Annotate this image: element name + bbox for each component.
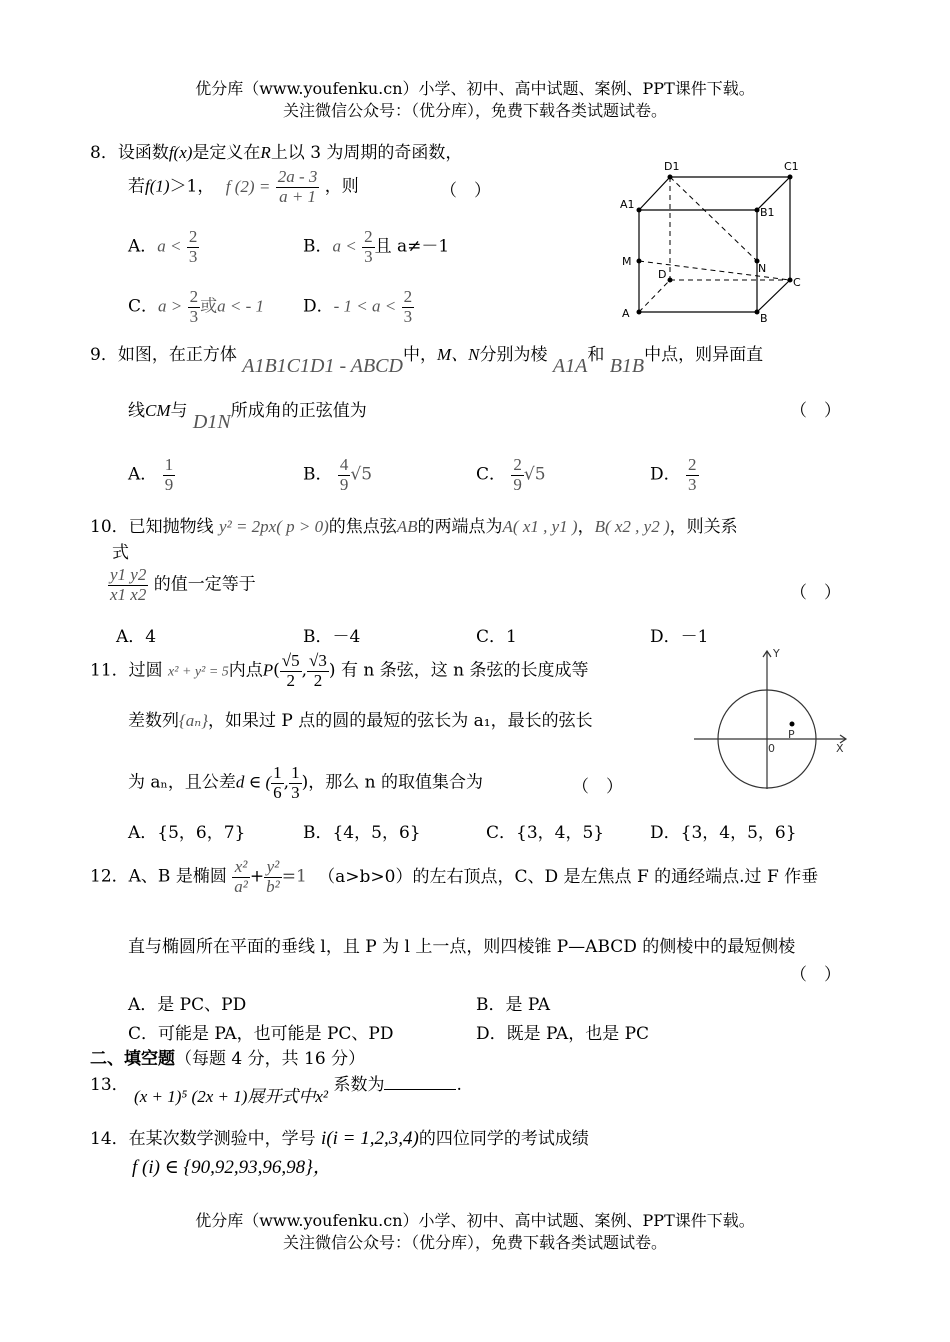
section2-heading: 二、填空题（每题 4 分，共 16 分） — [90, 1049, 366, 1069]
header-line-2: 关注微信公众号：（优分库），免费下载各类试题试卷。 — [282, 101, 667, 120]
q8-option-d: D．- 1 < a < $\frac{2}{3}$ — [303, 287, 413, 326]
q10-option-c: C．1 — [476, 627, 517, 647]
circle-label-y: Y — [773, 647, 780, 660]
q10-option-a: A．4 — [116, 627, 157, 647]
q11-line3: 为 aₙ，且公差d ∈ ( $\frac{1}{6}$ , $\frac{1}{3}$ )，那么 n 的取值集合为 — [128, 763, 483, 802]
circle-label-x: X — [836, 742, 844, 755]
q9-option-b: B． $\frac{4}{9}$ √5 — [303, 455, 373, 494]
q10-option-b: B．－4 — [303, 627, 361, 647]
q9-option-d: D． $\frac{2}{3}$ — [650, 455, 697, 494]
q14-line2: f (i) ∈ {90,92,93,96,98}， — [132, 1157, 332, 1178]
q13-answer-blank[interactable] — [384, 1075, 456, 1090]
footer-line-2: 关注微信公众号：（优分库），免费下载各类试题试卷。 — [282, 1233, 667, 1252]
q12-option-a: A．是 PC、PD — [128, 995, 247, 1015]
q8-option-c: C．a > $\frac{2}{3}$ 或a < - 1 — [128, 287, 265, 326]
cube-figure — [612, 150, 812, 330]
q9-stem: 9．如图，在正方体 A1B1C1D1 - ABCD中，M、N分别为棱 A1A和 B1B中点，则异面直 — [90, 345, 764, 377]
cube-label-a: A — [622, 307, 630, 320]
q11-stem: 11．过圆 x² + y² = 5内点P( $\frac{√5}{2}$ , $\frac{√3}{2}$ ) 有 n 条弦，这 n 条弦的长度成等 — [90, 651, 589, 690]
footer-line-1: 优分库（www.youfenku.cn）小学、初中、高中试题、案例、PPT课件下载。 — [195, 1211, 755, 1230]
cube-label-a1: A1 — [620, 198, 635, 211]
q12-stem: 12．A、B 是椭圆 $\frac{\text{x²}}{\text{a²}}$ + $\frac{\text{y²}}{\text{b²}}$ =1 （a>b>0）的左右顶点，C、D 是左焦点 F 的通经端点.过 F 作垂 — [90, 857, 819, 896]
cube-label-c: C — [793, 276, 801, 289]
cube-label-n: N — [758, 262, 767, 275]
q11-answer-paren: （ ） — [572, 777, 623, 797]
header-line-1: 优分库（www.youfenku.cn）小学、初中、高中试题、案例、PPT课件下载。 — [195, 79, 755, 98]
q9-line2: 线CM与 D1N所成角的正弦值为 — [128, 401, 367, 433]
q11-option-c: C．{3，4，5} — [486, 823, 605, 843]
q11-line2: 差数列{aₙ}，如果过 P 点的圆的最短的弦长为 a₁，最长的弦长 — [128, 711, 593, 731]
circle-label-p: P — [788, 728, 795, 741]
q11-option-a: A．{5，6，7} — [128, 823, 246, 843]
q12-line2: 直与椭圆所在平面的垂线 l，且 P 为 l 上一点，则四棱锥 P—ABCD 的侧棱中的最短侧棱 — [128, 937, 796, 957]
q9-option-c: C． $\frac{2}{9}$ √5 — [476, 455, 546, 494]
cube-label-c1: C1 — [784, 160, 799, 173]
q10-line2: 式 — [112, 543, 129, 563]
q11-option-b: B．{4，5，6} — [303, 823, 421, 843]
cube-label-m: M — [622, 255, 632, 268]
q8-option-b: B．a < $\frac{2}{3}$ 且 a≠－1 — [303, 227, 450, 266]
q12-answer-paren: （ ） — [790, 965, 841, 985]
circle-label-origin: 0 — [768, 742, 775, 755]
cube-label-b1: B1 — [760, 206, 775, 219]
cube-label-b: B — [760, 312, 768, 325]
q8-stem: 8．设函数f(x)是定义在R上以 3 为周期的奇函数， — [90, 143, 463, 163]
q8-option-a: A．a < $\frac{2}{3}$ — [128, 227, 198, 266]
q8-condition: 若f(1)＞1， f (2) = $\frac{2a - 3}{a + 1}$ ，则 — [128, 167, 359, 206]
q10-option-d: D．－1 — [650, 627, 709, 647]
circle-figure — [688, 645, 858, 795]
q8-answer-paren: （ ） — [440, 181, 491, 201]
q14-stem: 14．在某次数学测验中，学号 i(i = 1,2,3,4)的四位同学的考试成绩 — [90, 1128, 589, 1149]
q10-answer-paren: （ ） — [790, 583, 841, 603]
q10-line3: $\frac{y1 y2}{x1 x2}$ 的值一定等于 — [110, 565, 256, 604]
q12-option-c: C．可能是 PA，也可能是 PC、PD — [128, 1024, 394, 1044]
q12-option-d: D．既是 PA，也是 PC — [476, 1024, 650, 1044]
cube-label-d: D — [658, 268, 667, 281]
q13: 13． (x + 1)⁵ (2x + 1)展开式中x² 系数为 . — [90, 1075, 462, 1106]
q8-fraction: $\frac{2a - 3}{a + 1}$ — [277, 167, 318, 206]
q9-answer-paren: （ ） — [790, 401, 841, 421]
cube-label-d1: D1 — [664, 160, 680, 173]
q10-stem: 10．已知抛物线 y² = 2px( p > 0)的焦点弦AB的两端点为A( x1 , y1 )，B( x2 , y2 )，则关系 — [90, 517, 738, 537]
q11-option-d: D．{3，4，5，6} — [650, 823, 797, 843]
q9-option-a: A． $\frac{1}{9}$ — [128, 455, 174, 494]
q12-option-b: B．是 PA — [476, 995, 551, 1015]
